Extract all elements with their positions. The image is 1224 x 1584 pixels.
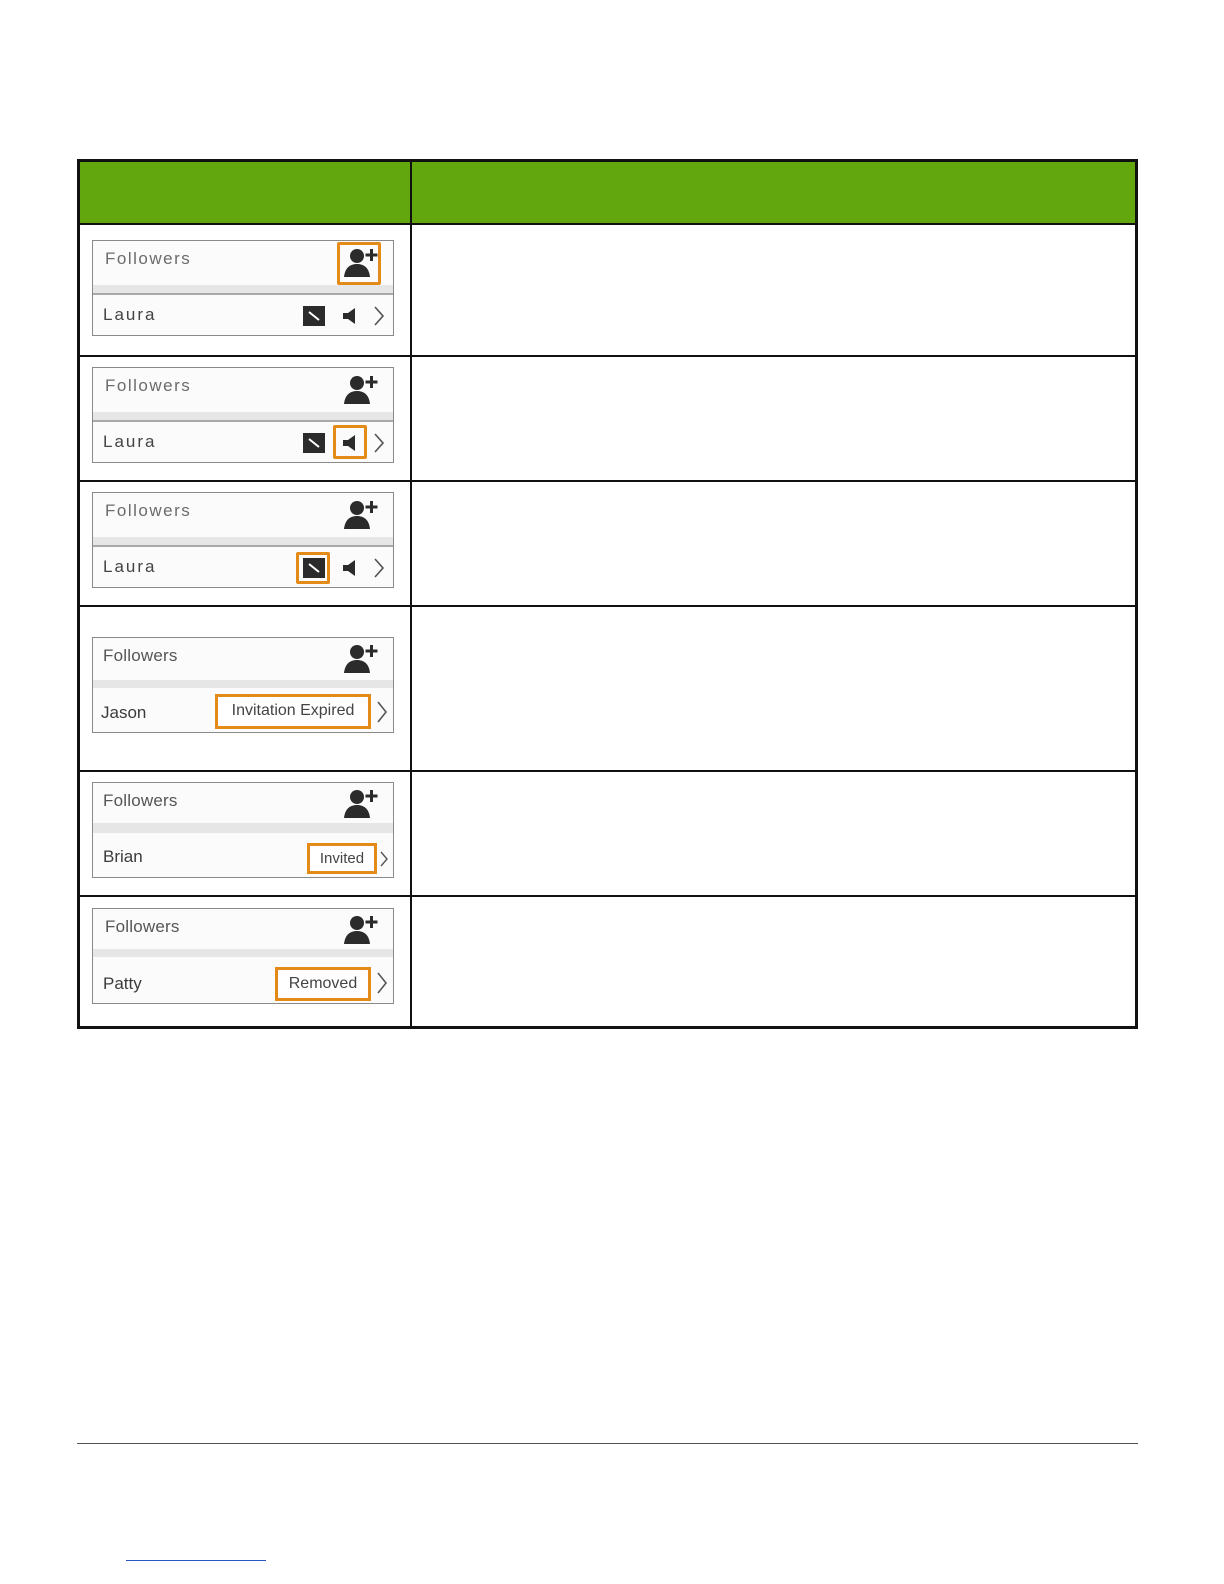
table-row bbox=[92, 908, 394, 1004]
status-badge: Invited bbox=[307, 843, 377, 874]
person-name: Laura bbox=[103, 305, 157, 324]
location-icon[interactable] bbox=[303, 306, 325, 326]
person-name: Laura bbox=[103, 557, 157, 576]
table-header bbox=[80, 162, 1135, 225]
followers-status-table bbox=[77, 159, 1138, 1029]
row-divider bbox=[80, 355, 1135, 357]
chevron-right-icon[interactable] bbox=[379, 851, 389, 867]
location-icon[interactable] bbox=[303, 433, 325, 453]
header-column-divider bbox=[410, 162, 412, 223]
status-badge: Removed bbox=[275, 967, 371, 1001]
table-row bbox=[92, 367, 394, 463]
chevron-right-icon[interactable] bbox=[376, 972, 388, 994]
section-label: Followers bbox=[105, 917, 180, 936]
row-divider bbox=[80, 770, 1135, 772]
chevron-right-icon[interactable] bbox=[376, 701, 388, 723]
add-follower-icon[interactable] bbox=[343, 914, 379, 946]
location-icon[interactable] bbox=[303, 558, 325, 578]
status-badge: Invitation Expired bbox=[215, 694, 371, 729]
speaker-icon[interactable] bbox=[342, 434, 360, 452]
table-row bbox=[92, 492, 394, 588]
row-divider bbox=[80, 480, 1135, 482]
chevron-right-icon[interactable] bbox=[373, 306, 385, 326]
speaker-icon[interactable] bbox=[342, 559, 360, 577]
add-follower-icon[interactable] bbox=[343, 788, 379, 820]
section-label: Followers bbox=[103, 791, 178, 810]
section-label: Followers bbox=[105, 249, 192, 268]
row-divider bbox=[80, 895, 1135, 897]
footer-link[interactable] bbox=[126, 1552, 266, 1561]
section-label: Followers bbox=[105, 501, 192, 520]
add-follower-icon[interactable] bbox=[343, 499, 379, 531]
add-follower-icon[interactable] bbox=[343, 247, 379, 279]
table-row bbox=[92, 240, 394, 336]
table-row bbox=[92, 637, 394, 733]
section-label: Followers bbox=[103, 646, 178, 665]
table-row bbox=[92, 782, 394, 878]
add-follower-icon[interactable] bbox=[343, 374, 379, 406]
column-divider bbox=[410, 223, 412, 1026]
speaker-icon[interactable] bbox=[342, 307, 360, 325]
person-name: Brian bbox=[103, 847, 143, 866]
person-name: Laura bbox=[103, 432, 157, 451]
chevron-right-icon[interactable] bbox=[373, 558, 385, 578]
section-label: Followers bbox=[105, 376, 192, 395]
footer-rule bbox=[77, 1443, 1138, 1444]
row-divider bbox=[80, 605, 1135, 607]
chevron-right-icon[interactable] bbox=[373, 433, 385, 453]
add-follower-icon[interactable] bbox=[343, 643, 379, 675]
person-name: Patty bbox=[103, 974, 142, 993]
person-name: Jason bbox=[101, 703, 147, 722]
